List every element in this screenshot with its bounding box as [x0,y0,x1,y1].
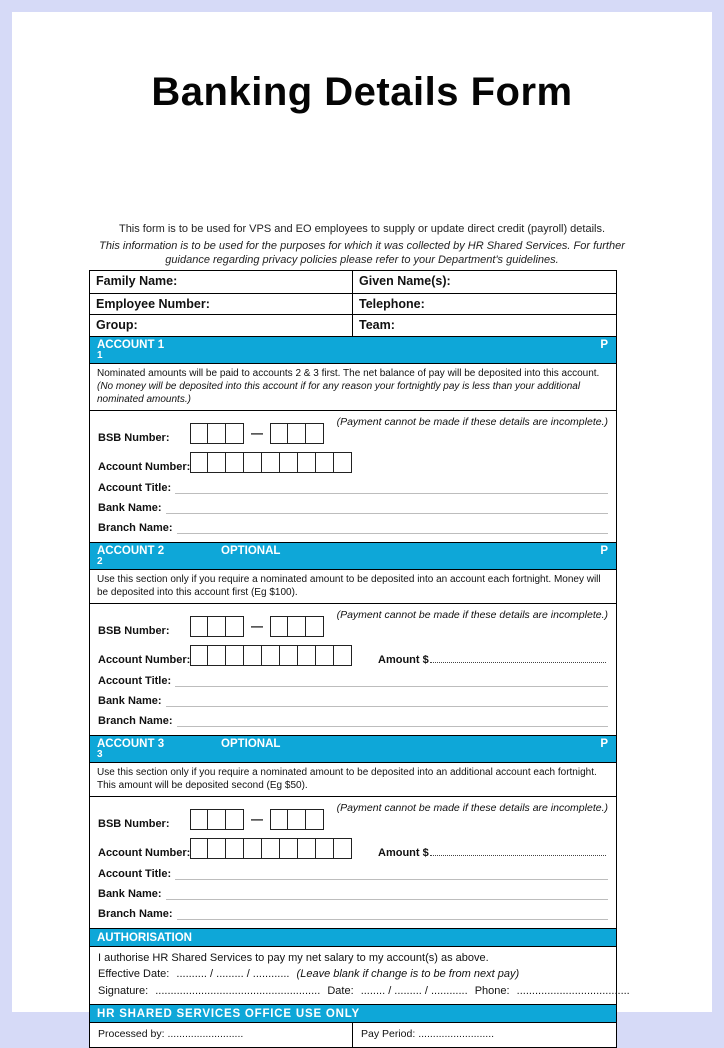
account-3-optional-label: OPTIONAL [221,737,281,750]
effective-date-label: Effective Date: [98,968,170,980]
account-2-p-marker: P [600,544,608,557]
account-3-bank-row [98,883,608,900]
bank-name-input-line[interactable] [166,502,608,514]
bsb-dash: — [251,619,263,633]
bsb-input-second-group[interactable] [270,423,324,444]
bank-name-input-line[interactable] [166,695,608,707]
account-1-header [90,336,616,363]
branch-name-label: Branch Name: [98,714,173,727]
bank-name-label: Bank Name: [98,887,162,900]
account-title-label: Account Title: [98,867,172,880]
account-2-number-row [98,643,608,666]
account-3-description-text: Use this section only if you require a nominated amount to be deposited into an additional account each fortnight. This amount will be deposited second (Eg $50). [97,766,597,791]
account-3-p-marker: P [600,737,608,750]
effective-date-input-line[interactable]: .......... / ......... / ............ [176,968,290,980]
branch-name-label: Branch Name: [98,521,173,534]
account-3-header [90,735,616,762]
account-3-title: ACCOUNT 3 [97,737,165,750]
branch-name-input-line[interactable] [177,715,608,727]
bsb-input-first-group[interactable] [190,809,244,830]
effective-date-note: (Leave blank if change is to be from next pay) [296,968,520,980]
account-title-input-line[interactable] [175,675,608,687]
family-name-field[interactable]: Family Name: [90,271,353,293]
account-title-input-line[interactable] [175,868,608,880]
account-1-title: ACCOUNT 1 [97,338,165,351]
authorisation-header: AUTHORISATION [90,928,616,946]
signature-label: Signature: [98,984,149,997]
account-2-title-row [98,670,608,687]
phone-input-line[interactable]: ..................................... [516,984,630,997]
bsb-number-label: BSB Number: [98,624,170,637]
account-1-number-marker: 1 [97,349,103,361]
account-number-label: Account Number: [98,653,191,666]
account-1-branch-row [98,517,608,534]
account-1-payment-note: (Payment cannot be made if these details are incomplete.) [336,415,608,428]
amount-input-line[interactable] [430,846,606,856]
account-1-title-row [98,477,608,494]
account-1-description-text: Nominated amounts will be paid to accounts 2 & 3 first. The net balance of pay will be deposited into this account. [97,367,600,379]
bsb-input-first-group[interactable] [190,423,244,444]
account-number-label: Account Number: [98,846,191,859]
privacy-note: This information is to be used for the purposes for which it was collected by HR Shared Services. For further guidance regarding privacy policies please refer to your Department's guidelines. [99,240,625,266]
bsb-input-second-group[interactable] [270,809,324,830]
account-2-title: ACCOUNT 2 [97,544,165,557]
bank-name-label: Bank Name: [98,694,162,707]
account-3-payment-note: (Payment cannot be made if these details are incomplete.) [336,801,608,814]
account-3-number-row [98,836,608,859]
account-1-fields [90,410,616,542]
given-names-field[interactable]: Given Name(s): [359,274,451,288]
banking-details-table [89,270,630,1048]
account-3-fields [90,796,616,928]
bank-name-label: Bank Name: [98,501,162,514]
account-3-description [90,762,616,796]
account-2-branch-row [98,710,608,727]
table-row-names [90,271,616,293]
pay-period-field[interactable]: Pay Period: .......................... [361,1028,495,1040]
account-2-fields [90,603,616,735]
table-row-employee [90,293,616,315]
amount-field [378,846,608,859]
amount-label: Amount $ [378,846,429,859]
date-input-line[interactable]: ........ / ......... / ............ [360,984,468,997]
phone-label: Phone: [474,984,510,997]
account-2-bank-row [98,690,608,707]
account-number-label: Account Number: [98,460,191,473]
bsb-number-label: BSB Number: [98,431,170,444]
team-field[interactable]: Team: [359,318,395,332]
account-2-payment-note: (Payment cannot be made if these details are incomplete.) [336,608,608,621]
branch-name-label: Branch Name: [98,907,173,920]
employee-number-field[interactable]: Employee Number: [90,294,353,315]
bsb-dash: — [251,812,263,826]
account-2-number-marker: 2 [97,555,103,567]
account-1-description [90,363,616,410]
telephone-field[interactable]: Telephone: [359,296,425,311]
effective-date-row [98,966,608,983]
bank-name-input-line[interactable] [166,888,608,900]
account-title-input-line[interactable] [175,482,608,494]
account-title-label: Account Title: [98,481,172,494]
account-number-input[interactable] [190,452,352,473]
table-row-group [90,314,616,336]
processed-by-field[interactable]: Processed by: .......................... [90,1023,353,1047]
account-number-input[interactable] [190,645,352,666]
account-2-optional-label: OPTIONAL [221,544,281,557]
bsb-input-first-group[interactable] [190,616,244,637]
signature-input-line[interactable]: ...................................................... [155,984,321,997]
date-label: Date: [327,984,354,997]
group-field[interactable]: Group: [90,315,353,336]
amount-input-line[interactable] [430,653,606,663]
branch-name-input-line[interactable] [177,908,608,920]
authorisation-section [90,946,630,1005]
account-number-input[interactable] [190,838,352,859]
account-1-p-marker: P [600,338,608,351]
amount-label: Amount $ [378,653,429,666]
account-3-number-marker: 3 [97,748,103,760]
account-3-title-row [98,863,608,880]
account-3-branch-row [98,903,608,920]
bsb-input-second-group[interactable] [270,616,324,637]
office-use-header: HR SHARED SERVICES OFFICE USE ONLY [90,1004,616,1022]
bsb-number-label: BSB Number: [98,817,170,830]
account-1-description-italic: (No money will be deposited into this account if for any reason your fortnightly pay is less than your additional nominated amounts.) [97,380,581,405]
intro-text: This form is to be used for VPS and EO employees to supply or update direct credit (payroll) details. [118,223,606,235]
account-2-description-text: Use this section only if you require a nominated amount to be deposited into an account each fortnight. Money will be deposited into this account first (Eg $100). [97,573,601,598]
page-title: Banking Details Form [151,70,573,114]
signature-row [98,983,630,1000]
amount-field [378,653,608,666]
account-2-header [90,542,616,569]
account-1-number-row [98,450,608,473]
account-1-bank-row [98,497,608,514]
form-page [12,12,712,1040]
branch-name-input-line[interactable] [177,522,608,534]
bsb-dash: — [251,426,263,440]
account-title-label: Account Title: [98,674,172,687]
authorisation-statement: I authorise HR Shared Services to pay my net salary to my account(s) as above. [98,951,489,964]
office-use-row [90,1022,616,1047]
account-2-description [90,569,616,603]
